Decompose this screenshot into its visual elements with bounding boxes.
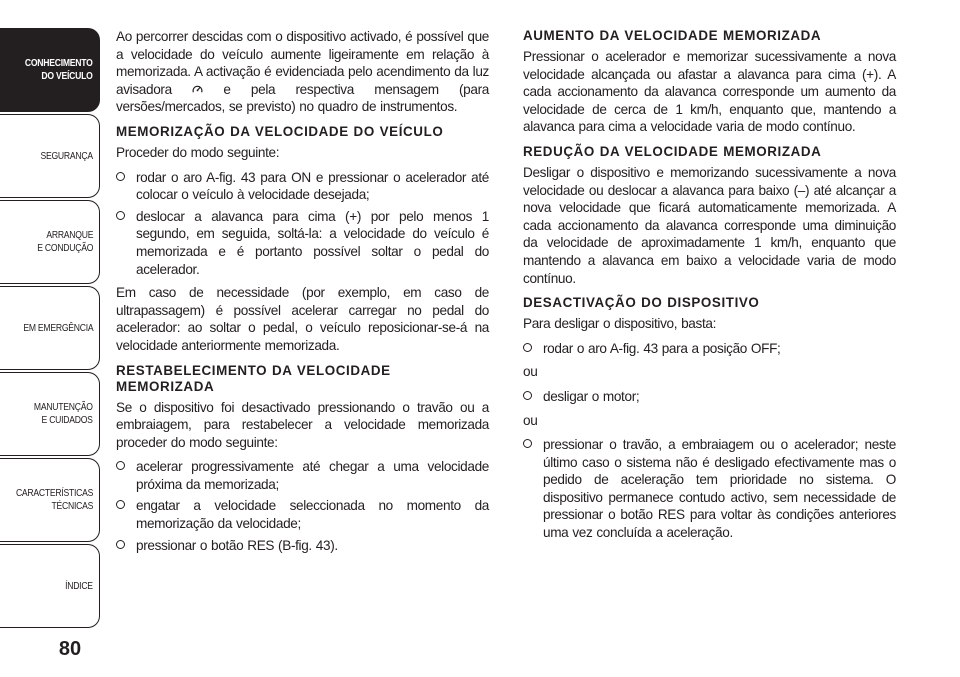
reducao-paragraph: Desligar o dispositivo e memorizando sucessivamente a nova velocidade ou deslocar a alavanca para baixo (–) até alcançar a nova velocidade que ficará automaticamente memorizada. A cada accionamento da alavanca corresponde uma diminuição da velocidade de aproximadamente 1 km/h, enquanto que mantendo a alavanca em baixo a velocidade varia de modo contínuo. <box>523 164 896 286</box>
tab-label: CARACTERÍSTICAS TÉCNICAS <box>15 487 93 512</box>
list-item-text: pressionar o botão RES (B-fig. 43). <box>136 537 338 553</box>
list-item <box>116 497 489 532</box>
tab-label: SEGURANÇA <box>40 149 93 162</box>
tab-label: EM EMERGÊNCIA <box>22 321 93 334</box>
list-item <box>523 388 896 406</box>
list-item <box>116 458 489 493</box>
heading-desactivacao: DESACTIVAÇÃO DO DISPOSITIVO <box>523 295 760 311</box>
list-item <box>523 340 896 358</box>
intro-text-a: Ao percorrer descidas com o dispositivo activado, é possível que a velocidade do veículo aumente ligeiramente em relação à memorizada. A activação é evidenciada pelo acendimento da luz avisadora <box>116 29 489 97</box>
tab-em-emergencia[interactable] <box>0 286 100 370</box>
heading-aumento: AUMENTO DA VELOCIDADE MEMORIZADA <box>523 28 822 43</box>
tab-caracteristicas-tecnicas[interactable] <box>0 458 100 542</box>
restabelecimento-intro: Se o dispositivo foi desactivado pressionando o travão ou a embraiagem, para restabelecer a velocidade memorizada proceder do modo seguinte: <box>116 399 489 450</box>
tab-arranque-e-conducao[interactable] <box>0 200 100 284</box>
right-column <box>523 28 896 548</box>
list-item-text: rodar o aro A-fig. 43 para a posição OFF; <box>543 340 781 356</box>
list-item <box>523 436 896 542</box>
desactivacao-intro: Para desligar o dispositivo, basta: <box>523 316 717 332</box>
list-item-text: rodar o aro A-fig. 43 para ON e pressionar o acelerador até colocar o veículo à velocidade desejada; <box>136 169 489 203</box>
tab-label: ARRANQUE E CONDUÇÃO <box>37 229 93 254</box>
bullet-icon <box>523 391 532 400</box>
list-item-text: deslocar a alavanca para cima (+) por pelo menos 1 segundo, em seguida, soltá-la: a velocidade do veículo é memorizada e é portanto possível soltar o pedal do acelerador. <box>136 208 489 277</box>
list-item-text: acelerar progressivamente até chegar a uma velocidade próxima da memorizada; <box>136 459 489 492</box>
tab-label: CONHECIMENTO DO VEÍCULO <box>25 57 93 82</box>
bullet-icon <box>116 540 125 549</box>
memorizacao-list <box>116 169 489 279</box>
tab-label: MANUTENÇÃO E CUIDADOS <box>34 401 93 426</box>
tab-manutencao-e-cuidados[interactable] <box>0 372 100 456</box>
list-item <box>116 169 489 204</box>
desactivacao-list-3 <box>523 436 896 542</box>
heading-reducao: REDUÇÃO DA VELOCIDADE MEMORIZADA <box>523 143 822 159</box>
bullet-icon <box>116 211 125 220</box>
tab-label: ÍNDICE <box>65 579 93 592</box>
tab-conhecimento-do-veiculo[interactable] <box>0 28 100 112</box>
desactivacao-list-1 <box>523 340 896 358</box>
restabelecimento-list <box>116 458 489 554</box>
intro-paragraph <box>116 28 489 116</box>
desactivacao-list-2 <box>523 388 896 406</box>
cruise-control-icon <box>192 84 203 95</box>
or-text: ou <box>523 364 538 380</box>
proceder-text: Proceder do modo seguinte: <box>116 144 280 160</box>
bullet-icon <box>523 439 532 448</box>
tab-seguranca[interactable] <box>0 114 100 198</box>
bullet-icon <box>116 172 125 181</box>
aumento-paragraph: Pressionar o acelerador e memorizar sucessivamente a nova velocidade alcançada ou afastar a alavanca para cima (+). A cada accionamento da alavanca corresponde um aumento da velocidade de cerca de 1 km/h, enquanto que, mantendo a alavanca para cima a velocidade varia de modo contínuo. <box>523 49 896 135</box>
tab-indice[interactable] <box>0 544 100 628</box>
list-item <box>116 537 489 555</box>
or-text: ou <box>523 412 538 428</box>
bullet-icon <box>523 343 532 352</box>
bullet-icon <box>116 500 125 509</box>
list-item-text: desligar o motor; <box>543 388 640 404</box>
left-column <box>116 28 489 560</box>
list-item <box>116 208 489 278</box>
page-number: 80 <box>58 638 82 660</box>
bullet-icon <box>116 461 125 470</box>
necessidade-paragraph: Em caso de necessidade (por exemplo, em caso de ultrapassagem) é possível acelerar carregar no pedal do acelerador: ao soltar o pedal, o veículo reposicionar-se-á na velocidade anteriormente memorizada. <box>116 285 489 353</box>
intro-text-b: e pela respectiva mensagem (para versões/mercados, se previsto) no quadro de instrumentos. <box>116 81 489 115</box>
list-item-text: pressionar o travão, a embraiagem ou o acelerador; neste último caso o sistema não é desligado efectivamente mas o pedido de aceleração tem prioridade no sistema. O dispositivo permanece contudo activo, sem necessidade de pressionar o botão RES para voltar às condições anteriores uma vez concluída a aceleração. <box>543 437 896 541</box>
list-item-text: engatar a velocidade seleccionada no momento da memorização da velocidade; <box>136 498 489 532</box>
heading-memorizacao: MEMORIZAÇÃO DA VELOCIDADE DO VEÍCULO <box>116 123 444 139</box>
heading-restabelecimento: RESTABELECIMENTO DA VELOCIDADE MEMORIZADA <box>116 362 391 394</box>
